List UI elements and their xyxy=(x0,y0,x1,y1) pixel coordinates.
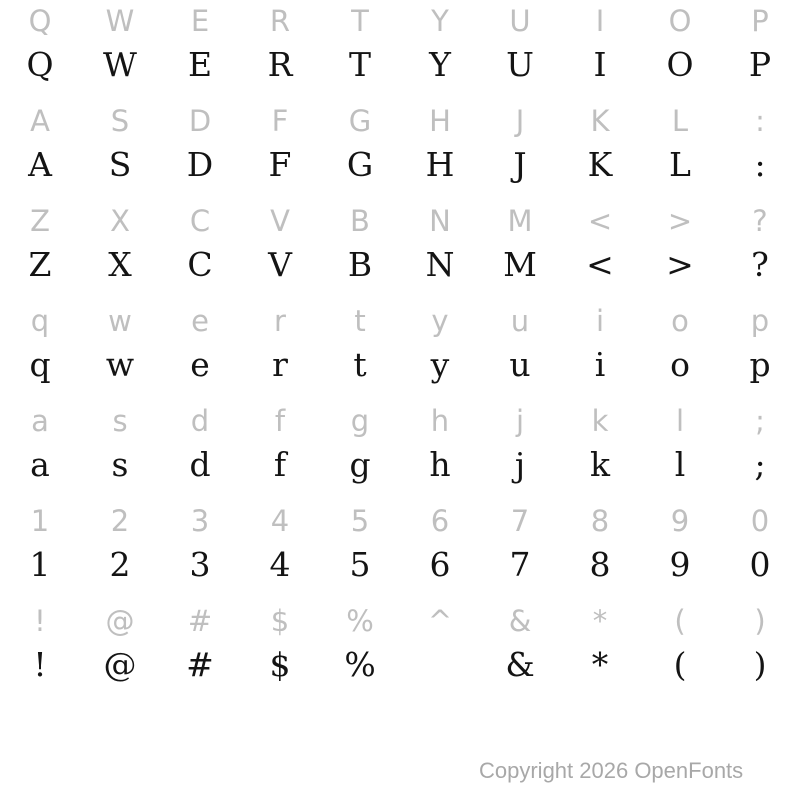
glyph-cell: X xyxy=(110,203,130,238)
glyph-cell: $ xyxy=(269,645,291,684)
glyph-cell: F xyxy=(268,145,292,184)
glyph-cell: G xyxy=(348,103,372,138)
glyph-cell: h xyxy=(430,403,450,438)
glyph-cell: S xyxy=(110,103,130,138)
glyph-cell: t xyxy=(354,303,366,338)
glyph-cell: Q xyxy=(28,3,52,38)
glyph-cell: B xyxy=(350,203,370,238)
glyph-cell: ( xyxy=(673,645,687,684)
glyph-cell: W xyxy=(105,3,135,38)
glyph-cell: 7 xyxy=(510,503,530,538)
glyph-cell: r xyxy=(274,303,286,338)
glyph-cell: p xyxy=(750,303,770,338)
specimen-glyph-row xyxy=(0,339,800,390)
glyph-cell: 4 xyxy=(270,503,290,538)
glyph-cell: d xyxy=(190,403,210,438)
reference-glyph-row xyxy=(0,500,800,539)
glyph-cell: s xyxy=(111,445,129,484)
glyph-cell: 3 xyxy=(190,503,210,538)
glyph-cell: o xyxy=(670,345,690,384)
glyph-cell: e xyxy=(191,303,209,338)
glyph-cell: W xyxy=(103,45,137,84)
glyph-cell: 5 xyxy=(349,545,371,584)
glyph-cell: e xyxy=(190,345,210,384)
reference-glyph-row xyxy=(0,600,800,639)
glyph-cell: : xyxy=(755,103,765,138)
glyph-cell: k xyxy=(591,403,609,438)
glyph-cell: A xyxy=(30,103,50,138)
glyph-band-lowercase-asdf xyxy=(0,400,800,500)
glyph-cell: O xyxy=(668,3,692,38)
glyph-cell: 0 xyxy=(750,503,770,538)
glyph-cell: G xyxy=(346,145,374,184)
glyph-cell: F xyxy=(271,103,289,138)
glyph-cell: g xyxy=(350,403,370,438)
glyph-cell: K xyxy=(590,103,610,138)
glyph-cell: 9 xyxy=(670,503,690,538)
glyph-cell: y xyxy=(430,345,450,384)
glyph-cell: u xyxy=(510,303,530,338)
glyph-cell: ! xyxy=(34,603,46,638)
glyph-cell: 4 xyxy=(269,545,291,584)
glyph-cell: U xyxy=(509,3,531,38)
specimen-glyph-row xyxy=(0,39,800,90)
glyph-cell: l xyxy=(675,403,685,438)
glyph-cell: M xyxy=(507,203,533,238)
glyph-cell: ) xyxy=(754,603,766,638)
glyph-cell: t xyxy=(353,345,367,384)
glyph-cell: I xyxy=(595,3,605,38)
glyph-cell: 3 xyxy=(189,545,211,584)
glyph-cell: 8 xyxy=(590,503,610,538)
glyph-cell: B xyxy=(347,245,373,284)
reference-glyph-row xyxy=(0,0,800,39)
glyph-cell: ! xyxy=(33,645,47,684)
glyph-cell: j xyxy=(515,403,525,438)
reference-glyph-row xyxy=(0,300,800,339)
glyph-cell: w xyxy=(105,345,135,384)
glyph-cell: r xyxy=(272,345,288,384)
glyph-cell: & xyxy=(508,603,532,638)
glyph-cell: H xyxy=(425,145,455,184)
reference-glyph-row xyxy=(0,200,800,239)
glyph-cell: S xyxy=(108,145,132,184)
glyph-cell: P xyxy=(751,3,769,38)
glyph-cell: ) xyxy=(753,645,767,684)
glyph-cell: K xyxy=(587,145,613,184)
glyph-cell: l xyxy=(674,445,686,484)
glyph-cell: Y xyxy=(431,3,449,38)
glyph-cell: 2 xyxy=(109,545,131,584)
glyph-cell: J xyxy=(513,145,527,184)
glyph-cell: $ xyxy=(270,603,290,638)
glyph-cell: I xyxy=(593,45,607,84)
glyph-cell: Y xyxy=(429,45,451,84)
glyph-cell: ? xyxy=(752,203,768,238)
glyph-cell: V xyxy=(270,203,290,238)
glyph-cell: R xyxy=(269,3,291,38)
glyph-band-symbols xyxy=(0,600,800,700)
glyph-cell: ( xyxy=(674,603,686,638)
glyph-cell: u xyxy=(509,345,531,384)
glyph-cell: a xyxy=(30,445,50,484)
glyph-band-digits xyxy=(0,500,800,600)
glyph-cell: 5 xyxy=(350,503,370,538)
glyph-cell: C xyxy=(187,245,213,284)
glyph-cell: 1 xyxy=(30,503,50,538)
glyph-cell: i xyxy=(594,345,606,384)
glyph-cell: * xyxy=(591,645,609,684)
glyph-band-lowercase-qwerty xyxy=(0,300,800,400)
glyph-cell: j xyxy=(514,445,526,484)
glyph-cell xyxy=(400,639,480,690)
glyph-cell: V xyxy=(268,245,292,284)
glyph-cell: ; xyxy=(754,445,766,484)
glyph-cell: H xyxy=(429,103,451,138)
glyph-cell: L xyxy=(669,145,691,184)
glyph-cell: ^ xyxy=(427,603,453,638)
glyph-cell: 9 xyxy=(669,545,691,584)
glyph-cell: N xyxy=(429,203,451,238)
glyph-cell: & xyxy=(505,645,535,684)
glyph-cell: T xyxy=(348,45,371,84)
glyph-cell: O xyxy=(666,45,694,84)
reference-glyph-row xyxy=(0,400,800,439)
glyph-band-uppercase-zxcv xyxy=(0,200,800,300)
specimen-glyph-row xyxy=(0,239,800,290)
specimen-glyph-row xyxy=(0,639,800,690)
glyph-cell: f xyxy=(273,445,287,484)
glyph-cell: R xyxy=(267,45,293,84)
glyph-cell: 0 xyxy=(749,545,771,584)
glyph-cell: Z xyxy=(30,203,50,238)
glyph-cell: : xyxy=(754,145,766,184)
glyph-cell: L xyxy=(671,103,689,138)
glyph-cell: # xyxy=(187,603,213,638)
glyph-cell: h xyxy=(429,445,451,484)
glyph-cell: q xyxy=(30,303,50,338)
glyph-cell: P xyxy=(748,45,772,84)
glyph-cell: @ xyxy=(105,603,135,638)
glyph-cell: d xyxy=(189,445,211,484)
glyph-cell: # xyxy=(186,645,214,684)
glyph-cell: U xyxy=(506,45,534,84)
glyph-cell: ; xyxy=(755,403,765,438)
glyph-cell: < xyxy=(586,245,614,284)
glyph-cell: D xyxy=(188,103,212,138)
glyph-cell: > xyxy=(666,245,694,284)
specimen-glyph-row xyxy=(0,439,800,490)
glyph-cell: X xyxy=(108,245,132,284)
glyph-cell: 8 xyxy=(589,545,611,584)
glyph-cell: Q xyxy=(26,45,54,84)
glyph-cell: 2 xyxy=(110,503,130,538)
glyph-cell: s xyxy=(112,403,128,438)
glyph-cell: 6 xyxy=(429,545,451,584)
copyright-text: Copyright 2026 OpenFonts xyxy=(479,758,744,783)
glyph-cell: i xyxy=(595,303,605,338)
glyph-cell: % xyxy=(346,603,374,638)
glyph-cell: ? xyxy=(751,245,769,284)
glyph-cell: f xyxy=(274,403,286,438)
glyph-band-uppercase-qwerty xyxy=(0,0,800,100)
glyph-cell: o xyxy=(671,303,689,338)
glyph-cell: w xyxy=(108,303,132,338)
glyph-cell: < xyxy=(587,203,613,238)
glyph-cell: q xyxy=(29,345,51,384)
glyph-cell: D xyxy=(186,145,214,184)
glyph-cell: Z xyxy=(28,245,52,284)
glyph-band-uppercase-asdf xyxy=(0,100,800,200)
glyph-cell: % xyxy=(344,645,376,684)
reference-glyph-row xyxy=(0,100,800,139)
glyph-cell: > xyxy=(667,203,693,238)
glyph-cell: E xyxy=(187,45,213,84)
glyph-cell: k xyxy=(590,445,610,484)
glyph-cell: T xyxy=(351,3,369,38)
specimen-glyph-row xyxy=(0,539,800,590)
glyph-cell: 6 xyxy=(430,503,450,538)
glyph-cell: @ xyxy=(103,645,137,684)
glyph-cell: M xyxy=(503,245,537,284)
glyph-cell: J xyxy=(515,103,525,138)
glyph-cell: 1 xyxy=(29,545,51,584)
glyph-cell: g xyxy=(349,445,371,484)
glyph-cell: E xyxy=(190,3,210,38)
glyph-cell: C xyxy=(189,203,211,238)
glyph-cell: * xyxy=(592,603,608,638)
glyph-cell: 7 xyxy=(509,545,531,584)
specimen-glyph-row xyxy=(0,139,800,190)
glyph-cell: a xyxy=(31,403,49,438)
glyph-cell: N xyxy=(425,245,455,284)
glyph-cell: A xyxy=(28,145,52,184)
glyph-cell: p xyxy=(749,345,771,384)
glyph-cell: y xyxy=(431,303,449,338)
